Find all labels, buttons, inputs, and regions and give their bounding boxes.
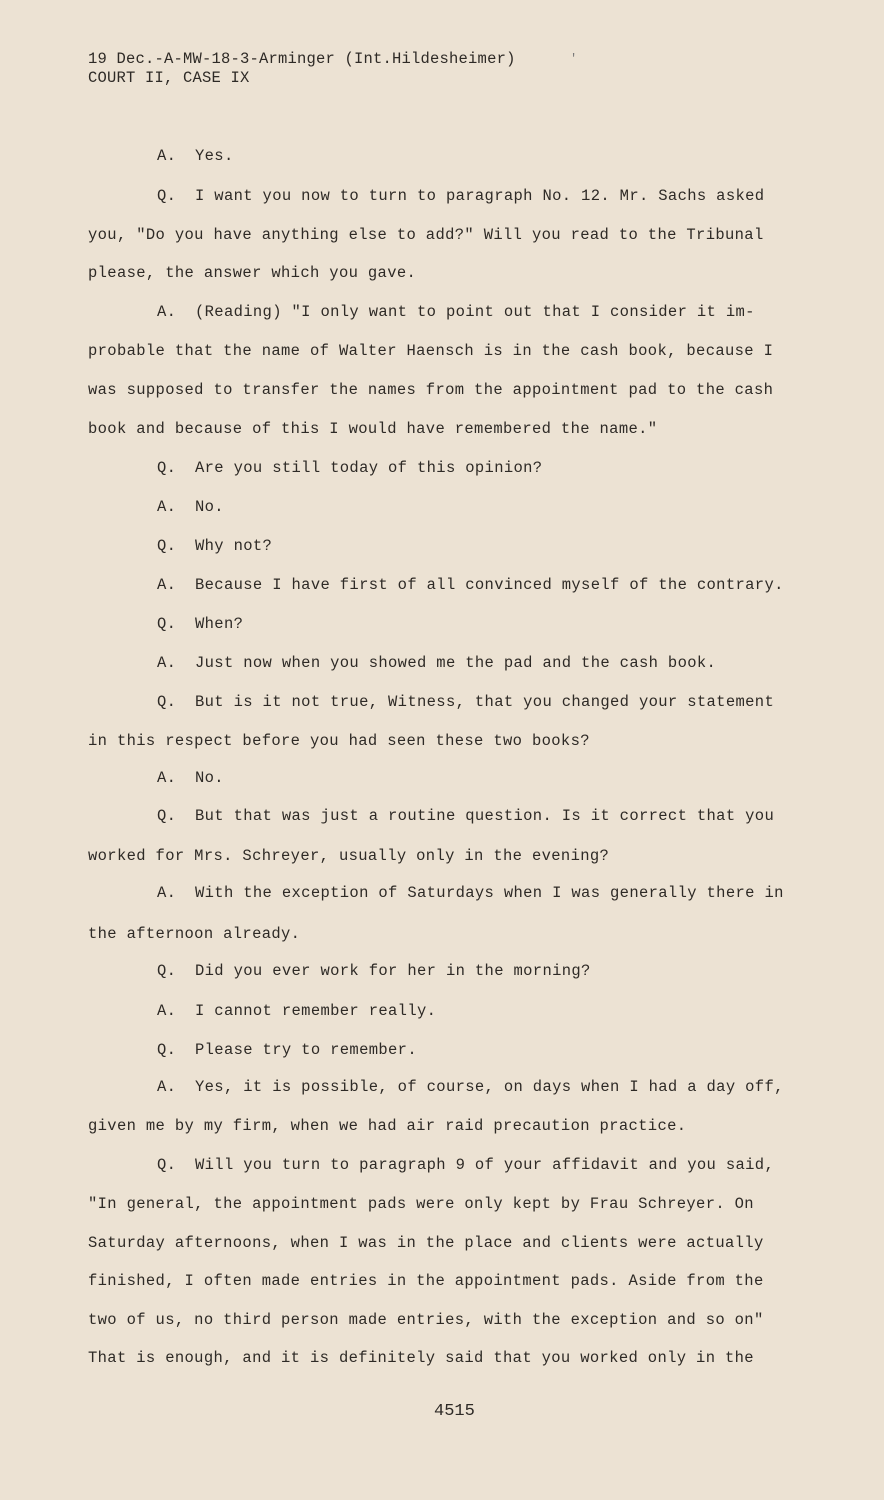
answer-line: A. Just now when you showed me the pad and the cash book. [157, 654, 717, 672]
header-court-line: COURT II, CASE IX [88, 69, 250, 87]
continuation-line: the afternoon already. [88, 925, 301, 943]
answer-line: A. No. [157, 498, 224, 516]
answer-line: A. Because I have first of all convinced myself of the contrary. [157, 576, 784, 594]
question-line: Q. When? [157, 615, 244, 633]
question-line: Q. I want you now to turn to paragraph No. 12. Mr. Sachs asked [157, 187, 765, 205]
answer-line: A. Yes, it is possible, of course, on days when I had a day off, [157, 1078, 784, 1096]
question-line: Q. But is it not true, Witness, that you changed your statement [157, 693, 775, 711]
continuation-line: That is enough, and it is definitely said that you worked only in the [88, 1349, 754, 1367]
question-line: Q. Why not? [157, 537, 273, 555]
question-line: Q. But that was just a routine question. Is it correct that you [157, 807, 775, 825]
continuation-line: "In general, the appointment pads were only kept by Frau Schreyer. On [88, 1195, 754, 1213]
header-docket-line: 19 Dec.-A-MW-18-3-Arminger (Int.Hildesheimer) [88, 50, 516, 68]
continuation-line: given me by my firm, when we had air raid precaution practice. [88, 1117, 687, 1135]
continuation-line: book and because of this I would have remembered the name." [88, 420, 658, 438]
continuation-line: finished, I often made entries in the appointment pads. Aside from the [88, 1272, 764, 1290]
continuation-line: worked for Mrs. Schreyer, usually only in the evening? [88, 847, 610, 865]
answer-line: A. (Reading) "I only want to point out that I consider it im- [157, 303, 755, 321]
continuation-line: two of us, no third person made entries, with the exception and so on" [88, 1311, 764, 1329]
continuation-line: Saturday afternoons, when I was in the place and clients were actually [88, 1234, 764, 1252]
answer-line: A. Yes. [157, 147, 234, 165]
continuation-line: was supposed to transfer the names from the appointment pad to the cash [88, 381, 774, 399]
question-line: Q. Did you ever work for her in the morning? [157, 962, 591, 980]
question-line: Q. Please try to remember. [157, 1041, 417, 1059]
answer-line: A. I cannot remember really. [157, 1002, 437, 1020]
document-header [88, 50, 516, 88]
page-number: 4515 [434, 1402, 475, 1421]
continuation-line: please, the answer which you gave. [88, 264, 417, 282]
continuation-line: probable that the name of Walter Haensch is in the cash book, because I [88, 342, 774, 360]
continuation-line: in this respect before you had seen these two books? [88, 732, 590, 750]
question-line: Q. Are you still today of this opinion? [157, 459, 543, 477]
answer-line: A. No. [157, 769, 224, 787]
continuation-line: you, "Do you have anything else to add?" Will you read to the Tribunal [88, 226, 764, 244]
stray-mark: ' [570, 52, 578, 66]
answer-line: A. With the exception of Saturdays when I was generally there in [157, 884, 784, 902]
question-line: Q. Will you turn to paragraph 9 of your affidavit and you said, [157, 1156, 775, 1174]
